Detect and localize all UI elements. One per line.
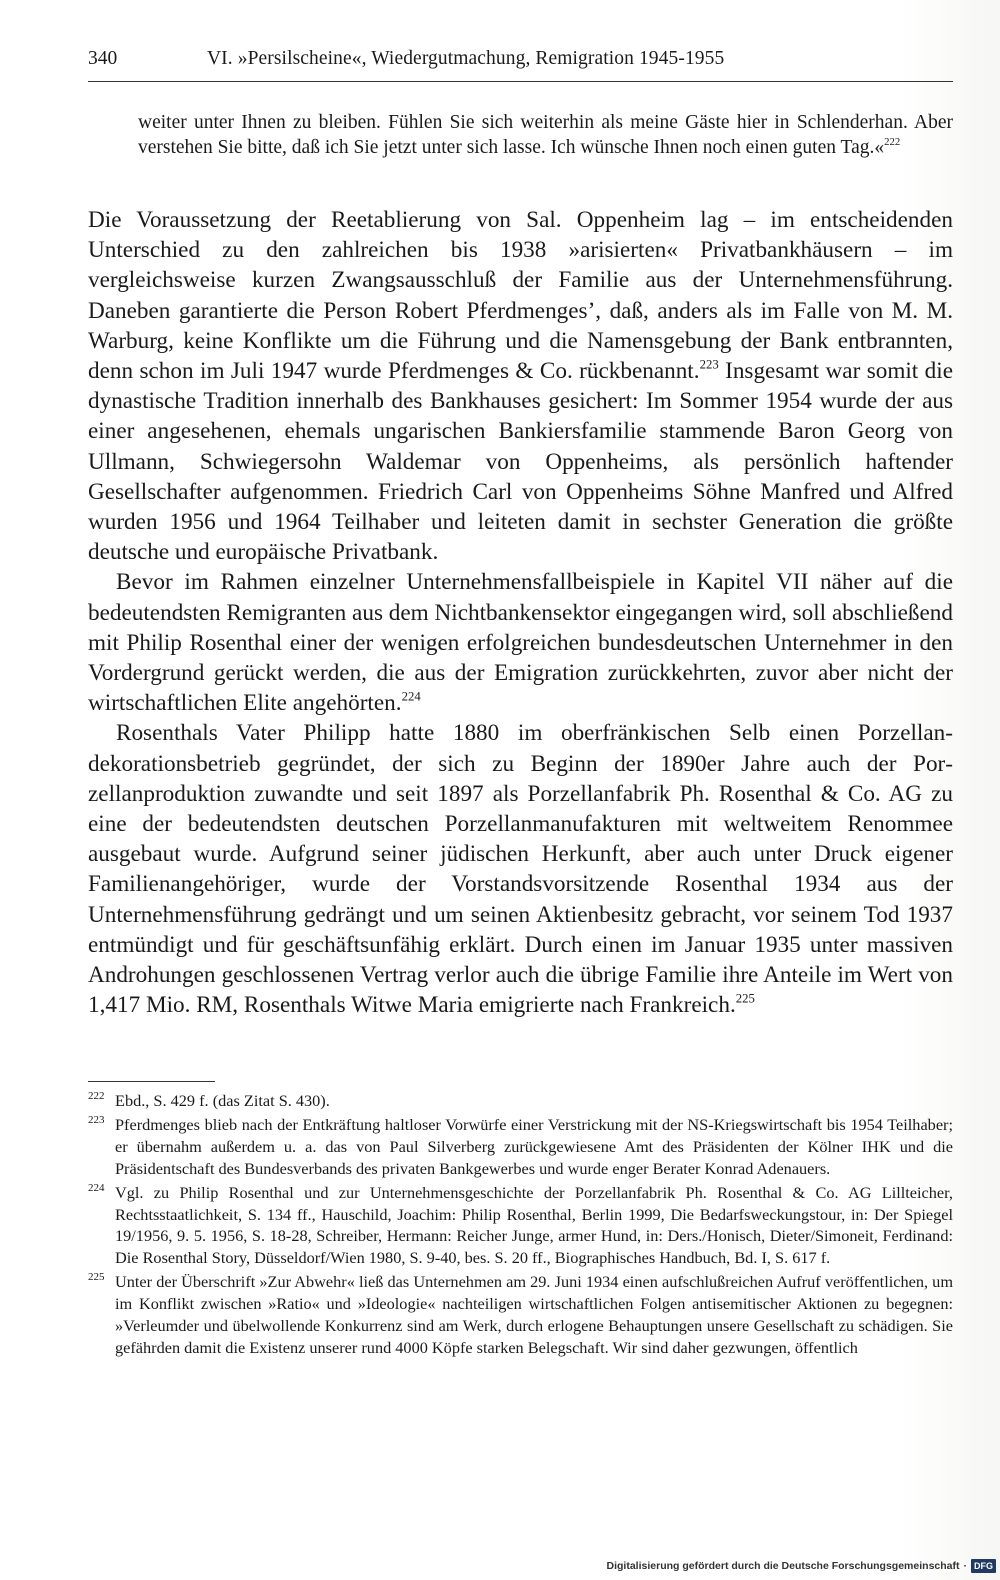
paragraph-text: Die Voraussetzung der Reetablierung von Sal. Oppenheim lag – im entscheidenden Unterschied zu den zahlreichen bis 1938 »arisierten« Privatbankhäusern – im vergleichsweise kurzen Zwangsausschluß der Familie aus der Unternehmensführung. Daneben garantierte die Person Robert Pferdmenges’, daß, anders als im Falle von M. M. Warburg, keine Konflikte um die Führung und die Namensgebung der Bank entbrannten, denn schon im Juli 1947 wurde Pferdmenges & Co. rückbenannt. (88, 207, 953, 385)
footnote-ref[interactable]: 225 (735, 991, 755, 1006)
dfg-logo: DFG (971, 1559, 996, 1573)
footnotes (88, 1090, 953, 1361)
paragraph (88, 567, 953, 718)
footnote-number: 222 (88, 1090, 105, 1102)
footnote-ref[interactable]: 222 (884, 135, 901, 148)
block-quote-text: weiter unter Ihnen zu bleiben. Fühlen Sie sich weiterhin als meine Gäste hier in Schlenderhan. Aber verstehen Sie bitte, daß ich Sie jetzt unter sich lasse. Ich wünsche Ihnen noch einen guten Tag.« (138, 112, 953, 158)
footnote-text: Pferdmenges blieb nach der Entkräftung haltloser Vorwürfe einer Verstrickung mit der NS-Kriegswirtschaft bis 1954 Teilhaber; er übernahm außerdem u. a. das von Paul Silverberg zurückgewiesene Amt des Präsidenten der Kölner IHK und die Präsidentschaft des Bundesverbands des privaten Bankgewerbes und wurde enger Berater Konrad Adenauers. (115, 1114, 953, 1178)
footnote (88, 1114, 953, 1180)
page-number: 340 (88, 48, 118, 69)
paragraph-text: Bevor im Rahmen einzelner Unternehmensfallbeispiele in Kapitel VII näher auf die bedeutendsten Remigranten aus dem Nichtbankensektor eingegangen wird, soll abschließend mit Philip Rosenthal einer der wenigen erfolgreichen bundesdeutschen Unternehmer in den Vordergrund gerückt werden, die aus der Emigration zurückkehrten, zuvor aber nicht der wirtschaftlichen Elite angehörten. (88, 569, 953, 717)
footnote-text: Unter der Überschrift »Zur Abwehr« ließ das Unternehmen am 29. Juni 1934 einen aufschlußreichen Aufruf veröffentlichen, um im Konflikt zwischen »Ratio« und »Ideologie« nachteiligen wirtschaftlichen Folgen antisemitischer Aktionen zu begegnen: »Verleumder und übelwollende Konkurrenz sind am Werk, durch erlogene Behauptungen unsere Gesellschaft zu schädigen. Sie gefährden damit die Existenz unserer rund 4000 Köpfe starken Belegschaft. Wir sind daher gezwungen, öffentlich (115, 1272, 953, 1357)
footnote-ref[interactable]: 224 (401, 689, 421, 704)
credit-separator: · (963, 1560, 967, 1572)
page-header (88, 46, 953, 80)
footnote (88, 1182, 953, 1270)
digitization-credit (607, 1558, 996, 1574)
footnote (88, 1271, 953, 1359)
header-rule (88, 81, 953, 82)
footnote-number: 224 (88, 1181, 105, 1194)
footnote-rule (88, 1081, 215, 1082)
running-title: VI. »Persilscheine«, Wiedergutmachung, Remigration 1945-1955 (207, 48, 725, 69)
footnote-text: Ebd., S. 429 f. (das Zitat S. 430). (115, 1091, 330, 1110)
footnote-number: 223 (88, 1113, 105, 1126)
footnote-ref[interactable]: 223 (699, 357, 719, 372)
footnote (88, 1090, 953, 1112)
paragraph-text: Rosenthals Vater Philipp hatte 1880 im oberfränkischen Selb einen Porzellandekorationsbetrieb gegründet, der sich zu Beginn der 1890er Jahre auch der Porzellanproduktion zuwandte und seit 1897 als Porzellanfabrik Ph. Rosenthal & Co. AG zu eine der bedeutendsten deutschen Porzellanmanufakturen mit weltweitem Renommee ausgebaut wurde. Aufgrund seiner jüdischen Herkunft, aber auch unter Druck eigener Familienangehöriger, wurde der Vorstandsvorsitzende Rosenthal 1934 aus der Unternehmensführung gedrängt und um seinen Aktienbesitz gebracht, vor seinem Tod 1937 entmündigt und für geschäftsunfähig erklärt. Durch einen im Januar 1935 unter massiven Androhungen geschlossenen Vertrag verlor auch die übrige Familie ihre Anteile im Wert von 1,417 Mio. RM, Rosenthals Witwe Maria emigrierte nach Frankreich. (88, 720, 953, 1019)
footnote-text: Vgl. zu Philip Rosenthal und zur Unternehmensgeschichte der Porzellanfabrik Ph. Rosenthal & Co. AG Lillteicher, Rechtsstaatlichkeit, S. 134 ff., Hauschild, Joachim: Philip Rosenthal, Berlin 1999, Die Bedarfsweckungstour, in: Der Spiegel 19/1956, 9. 5. 1956, S. 18-28, Schreiber, Hermann: Reicher Junge, armer Hund, in: Ders./Honisch, Dieter/Simoneit, Ferdinand: Die Rosenthal Story, Düsseldorf/Wien 1980, S. 9-40, bes. S. 20 ff., Biographisches Handbuch, Bd. I, S. 617 f. (115, 1182, 953, 1268)
footnote-number: 225 (88, 1271, 105, 1284)
body-text (88, 205, 953, 1020)
paragraph (88, 718, 953, 1020)
paragraph (88, 205, 953, 567)
credit-text: Digitalisierung gefördert durch die Deutsche Forschungsgemeinschaft (606, 1560, 960, 1572)
paragraph-text: Insgesamt war somit die dynastische Tradition innerhalb des Bankhauses gesichert: Im Sommer 1954 wurde der aus einer angesehenen, ehemals ungarischen Bankiersfamilie stammende Baron Georg von Ullmann, Schwiegersohn Waldemar von Oppenheims, als persönlich haftender Gesellschafter aufgenommen. Friedrich Carl von Oppenheims Söhne Manfred und Alfred wurden 1956 und 1964 Teilhaber und leiteten damit in sechster Generation die größte deutsche und europäische Privatbank. (88, 358, 953, 566)
block-quote (138, 110, 953, 160)
